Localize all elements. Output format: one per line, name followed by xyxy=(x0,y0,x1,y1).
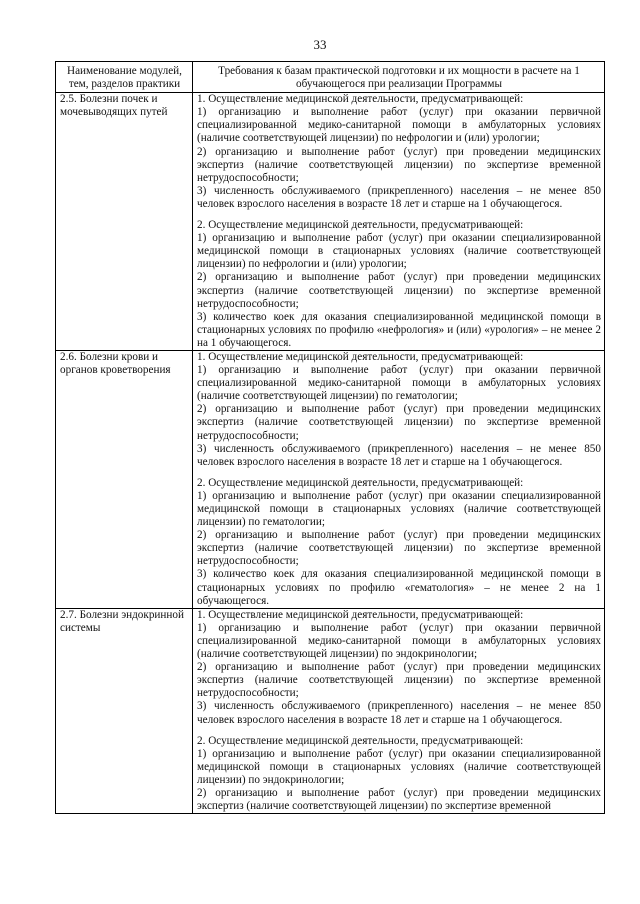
requirement-item: 3) численность обслуживаемого (прикрепленного) населения – не менее 850 человек взрослого населения в возрасте 18 лет и старше на 1 обучающегося. xyxy=(197,442,601,468)
topic-cell: 2.6. Болезни крови и органов кроветворения xyxy=(56,350,193,608)
requirement-item: 3) численность обслуживаемого (прикрепленного) населения – не менее 850 человек взрослого населения в возрасте 18 лет и старше на 1 обучающегося. xyxy=(197,700,601,726)
header-requirements: Требования к базам практической подготовки и их мощности в расчете на 1 обучающегося при реализации Программы xyxy=(193,62,605,93)
table-row xyxy=(56,350,605,608)
requirement-heading: 1. Осуществление медицинской деятельности, предусматривающей: xyxy=(197,608,524,621)
requirement-heading: 2. Осуществление медицинской деятельности, предусматривающей: xyxy=(197,476,524,489)
requirement-item: 2) организацию и выполнение работ (услуг) при проведении медицинских экспертиз (наличие соответствующей лицензии) по экспертизе временной нетрудоспособности; xyxy=(197,403,601,442)
topic-cell: 2.7. Болезни эндокринной системы xyxy=(56,608,193,813)
requirement-item: 1) организацию и выполнение работ (услуг) при оказании специализированной медицинской помощи в стационарных условиях (наличие соответствующей лицензии) по гематологии; xyxy=(197,489,601,529)
requirement-heading: 1. Осуществление медицинской деятельности, предусматривающей: xyxy=(197,350,524,363)
requirement-item: 2) организацию и выполнение работ (услуг) при проведении медицинских экспертиз (наличие соответствующей лицензии) по экспертизе временной нетрудоспособности; xyxy=(197,145,601,184)
requirement-item: 2) организацию и выполнение работ (услуг) при проведении медицинских экспертиз (наличие соответствующей лицензии) по экспертизе временной нетрудоспособности; xyxy=(197,661,601,700)
requirement-item: 3) численность обслуживаемого (прикрепленного) населения – не менее 850 человек взрослого населения в возрасте 18 лет и старше на 1 обучающегося. xyxy=(197,184,601,210)
table-row xyxy=(56,93,605,351)
requirement-item: 3) количество коек для оказания специализированной медицинской помощи в стационарных условиях по профилю «нефрология» и (или) «урология» – не менее 2 на 1 обучающегося. xyxy=(197,310,601,349)
requirement-block xyxy=(197,609,601,727)
requirement-item: 1) организацию и выполнение работ (услуг) при оказании первичной специализированной медико-санитарной помощи в амбулаторных условиях (наличие соответствующей лицензии) по гематологии; xyxy=(197,364,601,403)
header-modules: Наименование модулей, тем, разделов практики xyxy=(56,62,193,93)
requirement-block xyxy=(197,93,601,211)
requirement-item: 1) организацию и выполнение работ (услуг) при оказании специализированной медицинской помощи в стационарных условиях (наличие соответствующей лицензии) по эндокринологии; xyxy=(197,747,601,786)
requirement-item: 1) организацию и выполнение работ (услуг) при оказании специализированной медицинской помощи в стационарных условиях (наличие соответствующей лицензии) по нефрологии и (или) урологии; xyxy=(197,232,601,271)
requirement-item: 1) организацию и выполнение работ (услуг) при оказании первичной специализированной медико-санитарной помощи в амбулаторных условиях (наличие соответствующей лицензии) по нефрологии и (или) урологии; xyxy=(197,106,601,145)
requirements-table xyxy=(55,61,605,814)
requirement-heading: 1. Осуществление медицинской деятельности, предусматривающей: xyxy=(197,93,524,106)
requirement-block xyxy=(197,735,601,814)
table-header-row xyxy=(56,62,605,93)
topic-cell: 2.5. Болезни почек и мочевыводящих путей xyxy=(56,93,193,351)
page-number: 33 xyxy=(313,37,327,52)
requirement-item: 2) организацию и выполнение работ (услуг) при проведении медицинских экспертиз (наличие соответствующей лицензии) по экспертизе временной xyxy=(197,786,601,813)
requirements-cell xyxy=(193,350,605,608)
requirement-block xyxy=(197,477,601,608)
requirement-item: 2) организацию и выполнение работ (услуг) при проведении медицинских экспертиз (наличие соответствующей лицензии) по экспертизе временной нетрудоспособности; xyxy=(197,271,601,310)
requirement-block xyxy=(197,219,601,350)
table-row xyxy=(56,608,605,813)
requirement-item: 2) организацию и выполнение работ (услуг) при проведении медицинских экспертиз (наличие соответствующей лицензии) по экспертизе временной нетрудоспособности; xyxy=(197,529,601,568)
requirements-cell xyxy=(193,608,605,813)
requirement-item: 1) организацию и выполнение работ (услуг) при оказании первичной специализированной медико-санитарной помощи в амбулаторных условиях (наличие соответствующей лицензии) по эндокринологии; xyxy=(197,621,601,661)
requirement-block xyxy=(197,351,601,469)
requirement-heading: 2. Осуществление медицинской деятельности, предусматривающей: xyxy=(197,219,524,232)
requirement-heading: 2. Осуществление медицинской деятельности, предусматривающей: xyxy=(197,734,524,747)
requirement-item: 3) количество коек для оказания специализированной медицинской помощи в стационарных условиях по профилю «гематология» – не менее 2 на 1 обучающегося. xyxy=(197,568,601,607)
requirements-cell xyxy=(193,93,605,351)
